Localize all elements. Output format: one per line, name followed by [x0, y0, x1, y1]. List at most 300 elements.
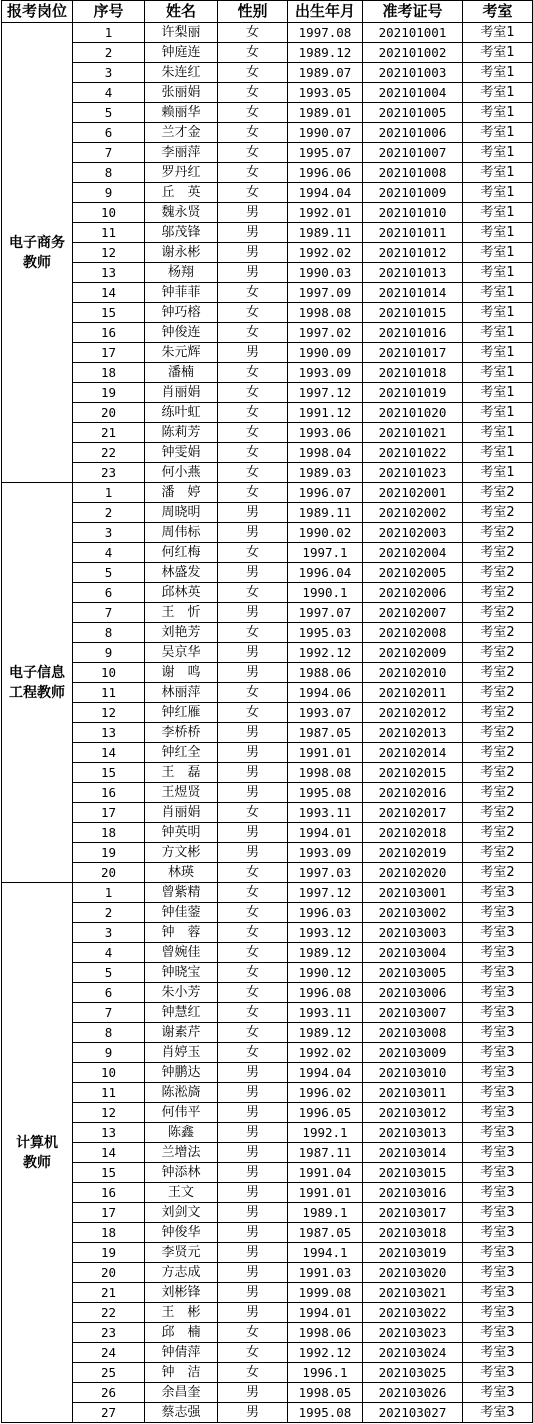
cell-index: 18 [73, 363, 145, 383]
cell-index: 21 [73, 1283, 145, 1303]
table-row [2, 283, 533, 303]
cell-ticket: 202103006 [363, 983, 463, 1003]
cell-index: 17 [73, 1203, 145, 1223]
cell-index: 18 [73, 823, 145, 843]
cell-index: 10 [73, 663, 145, 683]
cell-room: 考室1 [463, 343, 533, 363]
cell-room: 考室3 [463, 1303, 533, 1323]
cell-name: 何小燕 [145, 463, 218, 483]
cell-room: 考室1 [463, 143, 533, 163]
cell-name: 曾紫精 [145, 883, 218, 903]
cell-room: 考室2 [463, 823, 533, 843]
cell-ticket: 202102013 [363, 723, 463, 743]
cell-ticket: 202101015 [363, 303, 463, 323]
table-row [2, 463, 533, 483]
cell-name: 兰增法 [145, 1143, 218, 1163]
cell-ticket: 202103013 [363, 1123, 463, 1143]
cell-room: 考室2 [463, 503, 533, 523]
cell-room: 考室3 [463, 1323, 533, 1343]
cell-room: 考室2 [463, 783, 533, 803]
cell-room: 考室2 [463, 803, 533, 823]
table-row [2, 1003, 533, 1023]
cell-name: 李丽萍 [145, 143, 218, 163]
cell-birth: 1993.09 [288, 363, 363, 383]
cell-name: 肖丽娟 [145, 803, 218, 823]
cell-index: 18 [73, 1223, 145, 1243]
cell-birth: 1991.01 [288, 1183, 363, 1203]
cell-birth: 1997.1 [288, 543, 363, 563]
cell-index: 3 [73, 923, 145, 943]
cell-index: 9 [73, 1043, 145, 1063]
cell-index: 1 [73, 483, 145, 503]
cell-index: 22 [73, 443, 145, 463]
table-row [2, 743, 533, 763]
cell-index: 20 [73, 403, 145, 423]
cell-index: 12 [73, 703, 145, 723]
cell-ticket: 202101023 [363, 463, 463, 483]
table-row [2, 403, 533, 423]
cell-ticket: 202102015 [363, 763, 463, 783]
cell-birth: 1989.07 [288, 63, 363, 83]
header-gender: 性别 [218, 1, 288, 23]
cell-ticket: 202103005 [363, 963, 463, 983]
cell-index: 17 [73, 343, 145, 363]
cell-ticket: 202102017 [363, 803, 463, 823]
table-row [2, 123, 533, 143]
cell-room: 考室1 [463, 83, 533, 103]
cell-ticket: 202102010 [363, 663, 463, 683]
cell-ticket: 202101007 [363, 143, 463, 163]
cell-ticket: 202102001 [363, 483, 463, 503]
table-row [2, 963, 533, 983]
cell-birth: 1990.07 [288, 123, 363, 143]
cell-index: 19 [73, 1243, 145, 1263]
cell-room: 考室3 [463, 1103, 533, 1123]
table-row [2, 223, 533, 243]
cell-name: 邬茂锋 [145, 223, 218, 243]
cell-gender: 男 [218, 1183, 288, 1203]
cell-ticket: 202101017 [363, 343, 463, 363]
table-row [2, 1083, 533, 1103]
cell-room: 考室1 [463, 423, 533, 443]
cell-gender: 女 [218, 803, 288, 823]
cell-ticket: 202103017 [363, 1203, 463, 1223]
table-row [2, 1043, 533, 1063]
cell-birth: 1991.01 [288, 743, 363, 763]
cell-birth: 1996.07 [288, 483, 363, 503]
cell-gender: 女 [218, 323, 288, 343]
cell-birth: 1997.07 [288, 603, 363, 623]
cell-room: 考室3 [463, 1043, 533, 1063]
cell-room: 考室1 [463, 23, 533, 43]
cell-index: 19 [73, 843, 145, 863]
cell-birth: 1994.04 [288, 1063, 363, 1083]
cell-gender: 男 [218, 563, 288, 583]
cell-name: 丘 英 [145, 183, 218, 203]
cell-room: 考室1 [463, 283, 533, 303]
cell-room: 考室3 [463, 1383, 533, 1403]
cell-post [2, 23, 73, 483]
cell-birth: 1996.03 [288, 903, 363, 923]
table-row [2, 723, 533, 743]
cell-index: 15 [73, 763, 145, 783]
cell-name: 钟俊连 [145, 323, 218, 343]
cell-index: 21 [73, 423, 145, 443]
cell-room: 考室3 [463, 1023, 533, 1043]
cell-ticket: 202103008 [363, 1023, 463, 1043]
cell-gender: 女 [218, 483, 288, 503]
cell-gender: 女 [218, 1323, 288, 1343]
table-row [2, 43, 533, 63]
cell-birth: 1995.07 [288, 143, 363, 163]
cell-birth: 1990.1 [288, 583, 363, 603]
cell-index: 2 [73, 43, 145, 63]
cell-gender: 女 [218, 543, 288, 563]
cell-ticket: 202102014 [363, 743, 463, 763]
table-row [2, 543, 533, 563]
cell-room: 考室2 [463, 543, 533, 563]
cell-name: 李贤元 [145, 1243, 218, 1263]
cell-ticket: 202103020 [363, 1263, 463, 1283]
cell-room: 考室3 [463, 903, 533, 923]
cell-name: 刘彬锋 [145, 1283, 218, 1303]
cell-birth: 1993.09 [288, 843, 363, 863]
cell-index: 22 [73, 1303, 145, 1323]
cell-index: 4 [73, 543, 145, 563]
cell-gender: 男 [218, 1083, 288, 1103]
cell-birth: 1992.02 [288, 243, 363, 263]
cell-gender: 男 [218, 1383, 288, 1403]
cell-gender: 男 [218, 243, 288, 263]
cell-room: 考室2 [463, 663, 533, 683]
table-row [2, 1403, 533, 1423]
cell-gender: 女 [218, 903, 288, 923]
cell-ticket: 202103025 [363, 1363, 463, 1383]
cell-index: 16 [73, 783, 145, 803]
cell-gender: 男 [218, 1263, 288, 1283]
table-row [2, 683, 533, 703]
cell-gender: 女 [218, 43, 288, 63]
cell-ticket: 202103024 [363, 1343, 463, 1363]
cell-ticket: 202103023 [363, 1323, 463, 1343]
cell-ticket: 202103010 [363, 1063, 463, 1083]
cell-ticket: 202103012 [363, 1103, 463, 1123]
cell-gender: 女 [218, 423, 288, 443]
cell-ticket: 202103001 [363, 883, 463, 903]
cell-ticket: 202101002 [363, 43, 463, 63]
cell-gender: 男 [218, 503, 288, 523]
table-row [2, 663, 533, 683]
cell-birth: 1995.03 [288, 623, 363, 643]
cell-index: 23 [73, 1323, 145, 1343]
cell-ticket: 202103022 [363, 1303, 463, 1323]
table-row [2, 883, 533, 903]
cell-index: 11 [73, 683, 145, 703]
table-row [2, 763, 533, 783]
cell-index: 12 [73, 243, 145, 263]
cell-gender: 女 [218, 63, 288, 83]
cell-birth: 1989.12 [288, 43, 363, 63]
cell-name: 周伟标 [145, 523, 218, 543]
cell-birth: 1993.06 [288, 423, 363, 443]
cell-ticket: 202102016 [363, 783, 463, 803]
cell-gender: 女 [218, 583, 288, 603]
cell-gender: 女 [218, 683, 288, 703]
cell-ticket: 202103026 [363, 1383, 463, 1403]
cell-ticket: 202101014 [363, 283, 463, 303]
cell-post [2, 483, 73, 883]
table-row [2, 323, 533, 343]
cell-gender: 女 [218, 1363, 288, 1383]
table-row [2, 643, 533, 663]
table-row [2, 1183, 533, 1203]
table-row [2, 423, 533, 443]
cell-ticket: 202101003 [363, 63, 463, 83]
table-row [2, 23, 533, 43]
cell-birth: 1992.1 [288, 1123, 363, 1143]
cell-birth: 1997.02 [288, 323, 363, 343]
table-row [2, 203, 533, 223]
cell-ticket: 202101001 [363, 23, 463, 43]
cell-name: 林瑛 [145, 863, 218, 883]
cell-ticket: 202102002 [363, 503, 463, 523]
table-row [2, 1143, 533, 1163]
cell-room: 考室2 [463, 843, 533, 863]
cell-index: 11 [73, 223, 145, 243]
cell-index: 20 [73, 863, 145, 883]
cell-birth: 1993.11 [288, 803, 363, 823]
cell-index: 14 [73, 743, 145, 763]
cell-name: 谢 鸣 [145, 663, 218, 683]
cell-ticket: 202102018 [363, 823, 463, 843]
cell-name: 谢素芹 [145, 1023, 218, 1043]
cell-index: 19 [73, 383, 145, 403]
cell-birth: 1997.12 [288, 883, 363, 903]
cell-room: 考室3 [463, 963, 533, 983]
cell-name: 钟倩萍 [145, 1343, 218, 1363]
table-row [2, 443, 533, 463]
cell-gender: 男 [218, 843, 288, 863]
cell-name: 王煜贤 [145, 783, 218, 803]
table-row [2, 63, 533, 83]
cell-ticket: 202103027 [363, 1403, 463, 1423]
cell-index: 26 [73, 1383, 145, 1403]
cell-birth: 1998.06 [288, 1323, 363, 1343]
cell-name: 方志成 [145, 1263, 218, 1283]
cell-index: 1 [73, 883, 145, 903]
table-row [2, 843, 533, 863]
cell-ticket: 202102004 [363, 543, 463, 563]
cell-gender: 男 [218, 663, 288, 683]
cell-post [2, 883, 73, 1423]
cell-name: 钟俊华 [145, 1223, 218, 1243]
cell-room: 考室1 [463, 463, 533, 483]
cell-name: 钟红全 [145, 743, 218, 763]
cell-ticket: 202101013 [363, 263, 463, 283]
cell-birth: 1996.02 [288, 1083, 363, 1103]
cell-room: 考室1 [463, 363, 533, 383]
table-row [2, 943, 533, 963]
table-row [2, 1303, 533, 1323]
cell-gender: 女 [218, 83, 288, 103]
cell-birth: 1994.01 [288, 823, 363, 843]
table-row [2, 1203, 533, 1223]
cell-birth: 1987.11 [288, 1143, 363, 1163]
cell-room: 考室3 [463, 1403, 533, 1423]
cell-name: 何伟平 [145, 1103, 218, 1123]
roster-body [2, 23, 533, 1423]
cell-ticket: 202102003 [363, 523, 463, 543]
header-ticket: 准考证号 [363, 1, 463, 23]
cell-room: 考室1 [463, 183, 533, 203]
cell-gender: 女 [218, 1003, 288, 1023]
cell-birth: 1997.09 [288, 283, 363, 303]
cell-room: 考室2 [463, 703, 533, 723]
cell-ticket: 202102011 [363, 683, 463, 703]
cell-name: 方文彬 [145, 843, 218, 863]
post-line1: 计算机 [16, 1134, 58, 1151]
table-row [2, 703, 533, 723]
header-name: 姓名 [145, 1, 218, 23]
cell-gender: 男 [218, 203, 288, 223]
cell-ticket: 202102008 [363, 623, 463, 643]
cell-gender: 男 [218, 1063, 288, 1083]
table-row [2, 363, 533, 383]
cell-gender: 女 [218, 163, 288, 183]
cell-name: 钟慧红 [145, 1003, 218, 1023]
cell-room: 考室3 [463, 923, 533, 943]
cell-birth: 1994.04 [288, 183, 363, 203]
cell-index: 5 [73, 103, 145, 123]
cell-birth: 1990.03 [288, 263, 363, 283]
table-row [2, 1163, 533, 1183]
cell-birth: 1989.01 [288, 103, 363, 123]
cell-gender: 男 [218, 1203, 288, 1223]
cell-index: 13 [73, 263, 145, 283]
cell-birth: 1989.11 [288, 223, 363, 243]
cell-gender: 女 [218, 463, 288, 483]
cell-room: 考室1 [463, 383, 533, 403]
cell-gender: 男 [218, 223, 288, 243]
cell-name: 朱连红 [145, 63, 218, 83]
cell-birth: 1998.08 [288, 763, 363, 783]
cell-room: 考室1 [463, 223, 533, 243]
cell-name: 钟晓宝 [145, 963, 218, 983]
cell-birth: 1987.05 [288, 1223, 363, 1243]
cell-gender: 男 [218, 1243, 288, 1263]
cell-birth: 1996.05 [288, 1103, 363, 1123]
cell-birth: 1989.1 [288, 1203, 363, 1223]
cell-birth: 1996.08 [288, 983, 363, 1003]
cell-index: 27 [73, 1403, 145, 1423]
cell-name: 潘 婷 [145, 483, 218, 503]
table-row [2, 623, 533, 643]
cell-room: 考室2 [463, 563, 533, 583]
cell-gender: 男 [218, 1123, 288, 1143]
cell-ticket: 202101008 [363, 163, 463, 183]
cell-index: 4 [73, 83, 145, 103]
cell-index: 7 [73, 1003, 145, 1023]
cell-birth: 1992.02 [288, 1043, 363, 1063]
table-row [2, 603, 533, 623]
cell-name: 钟巧榕 [145, 303, 218, 323]
cell-index: 10 [73, 1063, 145, 1083]
cell-index: 25 [73, 1363, 145, 1383]
cell-birth: 1994.01 [288, 1303, 363, 1323]
cell-birth: 1990.09 [288, 343, 363, 363]
table-row [2, 1063, 533, 1083]
cell-room: 考室3 [463, 1363, 533, 1383]
cell-room: 考室3 [463, 943, 533, 963]
cell-birth: 1987.05 [288, 723, 363, 743]
table-row [2, 863, 533, 883]
cell-name: 钟雯娟 [145, 443, 218, 463]
cell-ticket: 202103007 [363, 1003, 463, 1023]
cell-room: 考室3 [463, 1223, 533, 1243]
cell-birth: 1990.02 [288, 523, 363, 543]
cell-birth: 1997.03 [288, 863, 363, 883]
cell-name: 余昌奎 [145, 1383, 218, 1403]
cell-name: 朱小芳 [145, 983, 218, 1003]
cell-gender: 女 [218, 1023, 288, 1043]
cell-ticket: 202101009 [363, 183, 463, 203]
table-row [2, 1263, 533, 1283]
header-birth: 出生年月 [288, 1, 363, 23]
cell-gender: 女 [218, 863, 288, 883]
cell-name: 肖丽娟 [145, 383, 218, 403]
cell-room: 考室3 [463, 1123, 533, 1143]
table-row [2, 103, 533, 123]
cell-birth: 1994.1 [288, 1243, 363, 1263]
cell-gender: 男 [218, 1163, 288, 1183]
cell-birth: 1989.11 [288, 503, 363, 523]
cell-name: 林丽萍 [145, 683, 218, 703]
cell-birth: 1989.03 [288, 463, 363, 483]
cell-birth: 1993.07 [288, 703, 363, 723]
cell-room: 考室2 [463, 763, 533, 783]
table-row [2, 383, 533, 403]
table-row [2, 243, 533, 263]
cell-room: 考室2 [463, 723, 533, 743]
cell-gender: 男 [218, 823, 288, 843]
cell-ticket: 202101006 [363, 123, 463, 143]
cell-index: 4 [73, 943, 145, 963]
cell-ticket: 202103011 [363, 1083, 463, 1103]
table-row [2, 1023, 533, 1043]
cell-birth: 1991.12 [288, 403, 363, 423]
cell-name: 刘艳芳 [145, 623, 218, 643]
table-row [2, 523, 533, 543]
cell-room: 考室1 [463, 403, 533, 423]
cell-gender: 女 [218, 1343, 288, 1363]
cell-ticket: 202103014 [363, 1143, 463, 1163]
cell-name: 陈鑫 [145, 1123, 218, 1143]
cell-birth: 1990.12 [288, 963, 363, 983]
cell-ticket: 202101018 [363, 363, 463, 383]
cell-name: 练叶虹 [145, 403, 218, 423]
cell-gender: 女 [218, 923, 288, 943]
cell-room: 考室3 [463, 1243, 533, 1263]
cell-ticket: 202101005 [363, 103, 463, 123]
cell-ticket: 202102005 [363, 563, 463, 583]
cell-name: 陈淞旖 [145, 1083, 218, 1103]
table-row [2, 343, 533, 363]
table-row [2, 143, 533, 163]
cell-name: 谢永彬 [145, 243, 218, 263]
cell-ticket: 202103015 [363, 1163, 463, 1183]
cell-name: 林盛发 [145, 563, 218, 583]
table-row [2, 1283, 533, 1303]
